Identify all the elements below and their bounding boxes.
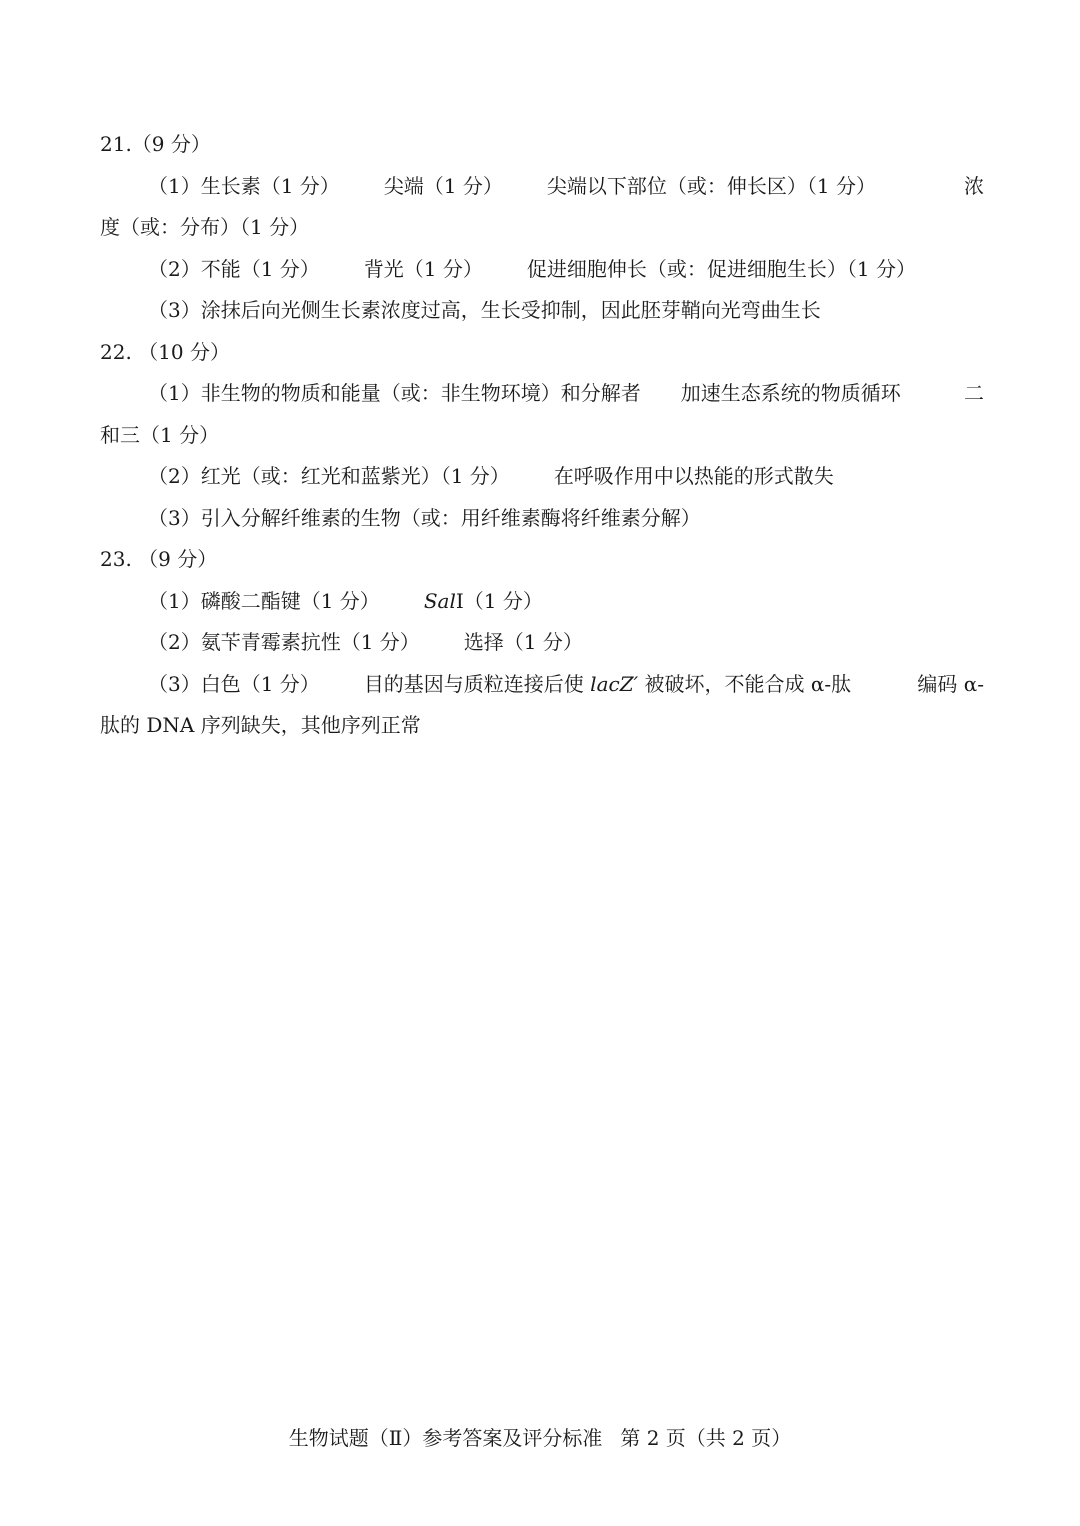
q21-header bbox=[100, 124, 984, 166]
q21-part2-answer-b: 背光（1 分） bbox=[363, 256, 483, 281]
q22-header-text: 22. （10 分） bbox=[100, 339, 230, 364]
q23-part3-b-post: 被破坏，不能合成 α-肽 bbox=[638, 671, 852, 696]
q21-part1-continued-text: 度（或：分布）（1 分） bbox=[100, 215, 310, 239]
q22-part1 bbox=[100, 373, 984, 415]
page-footer bbox=[0, 1418, 1080, 1458]
q23-part1 bbox=[100, 581, 984, 623]
q23-part3-answer-c: 编码 α- bbox=[917, 671, 984, 696]
q21-part3 bbox=[100, 290, 984, 332]
q22-part1-answer-a: （1）非生物的物质和能量（或：非生物环境）和分解者 bbox=[148, 381, 641, 405]
q23-header bbox=[100, 539, 984, 581]
q22-part2-answer-b: 在呼吸作用中以热能的形式散失 bbox=[553, 464, 834, 488]
q21-part3-text: （3）涂抹后向光侧生长素浓度过高，生长受抑制，因此胚芽鞘向光弯曲生长 bbox=[148, 298, 821, 322]
q22-part1-continued-text: 和三（1 分） bbox=[100, 422, 220, 447]
q23-part3-continued bbox=[100, 705, 984, 747]
q23-enzyme-name-italic: Sal bbox=[423, 588, 456, 613]
q21-part1-continued bbox=[100, 207, 984, 249]
q23-part2 bbox=[100, 622, 984, 664]
q21-part1-answer-a: （1）生长素（1 分） bbox=[148, 173, 340, 198]
q21-part1-answer-d: 浓 bbox=[964, 173, 984, 198]
q22-part2 bbox=[100, 456, 984, 498]
footer-page-number: 第 2 页（共 2 页） bbox=[620, 1426, 792, 1450]
q21-part2 bbox=[100, 249, 984, 291]
q21-part1-answer-c: 尖端以下部位（或：伸长区）（1 分） bbox=[546, 173, 876, 198]
q22-part1-continued bbox=[100, 415, 984, 457]
q22-part2-answer-a: （2）红光（或：红光和蓝紫光）（1 分） bbox=[148, 464, 510, 488]
q23-part2-answer-b: 选择（1 分） bbox=[463, 630, 583, 654]
answer-content bbox=[100, 124, 984, 747]
q23-part1-answer-b bbox=[424, 581, 543, 623]
q22-part3-text: （3）引入分解纤维素的生物（或：用纤维素酶将纤维素分解） bbox=[148, 505, 701, 530]
q22-part1-answer-b: 加速生态系统的物质循环 bbox=[680, 381, 901, 405]
q21-part2-answer-a: （2）不能（1 分） bbox=[148, 256, 320, 281]
q22-header bbox=[100, 332, 984, 374]
q23-part3-answer-a: （3）白色（1 分） bbox=[148, 671, 320, 696]
q23-part2-answer-a: （2）氨苄青霉素抗性（1 分） bbox=[148, 630, 420, 654]
footer-title: 生物试题（Ⅱ）参考答案及评分标准 bbox=[288, 1426, 603, 1450]
q23-part3-b-pre: 目的基因与质粒连接后使 bbox=[363, 671, 591, 696]
q21-header-text: 21.（9 分） bbox=[100, 132, 211, 156]
q23-part3-answer-b bbox=[364, 664, 851, 706]
q21-part1-answer-b: 尖端（1 分） bbox=[383, 173, 503, 198]
q21-part1 bbox=[100, 166, 984, 208]
q23-part1-answer-a: （1）磷酸二酯键（1 分） bbox=[148, 588, 380, 613]
q23-part3-continued-text: 肽的 DNA 序列缺失，其他序列正常 bbox=[100, 713, 421, 737]
q21-part2-answer-c: 促进细胞伸长（或：促进细胞生长）（1 分） bbox=[526, 256, 916, 281]
q23-enzyme-name-rest: I（1 分） bbox=[455, 588, 543, 613]
q22-part3 bbox=[100, 498, 984, 540]
q23-part3 bbox=[100, 664, 984, 706]
q23-gene-name-italic: lacZ′ bbox=[590, 671, 639, 696]
q22-part1-answer-c: 二 bbox=[964, 381, 984, 405]
q23-header-text: 23. （9 分） bbox=[100, 547, 218, 571]
